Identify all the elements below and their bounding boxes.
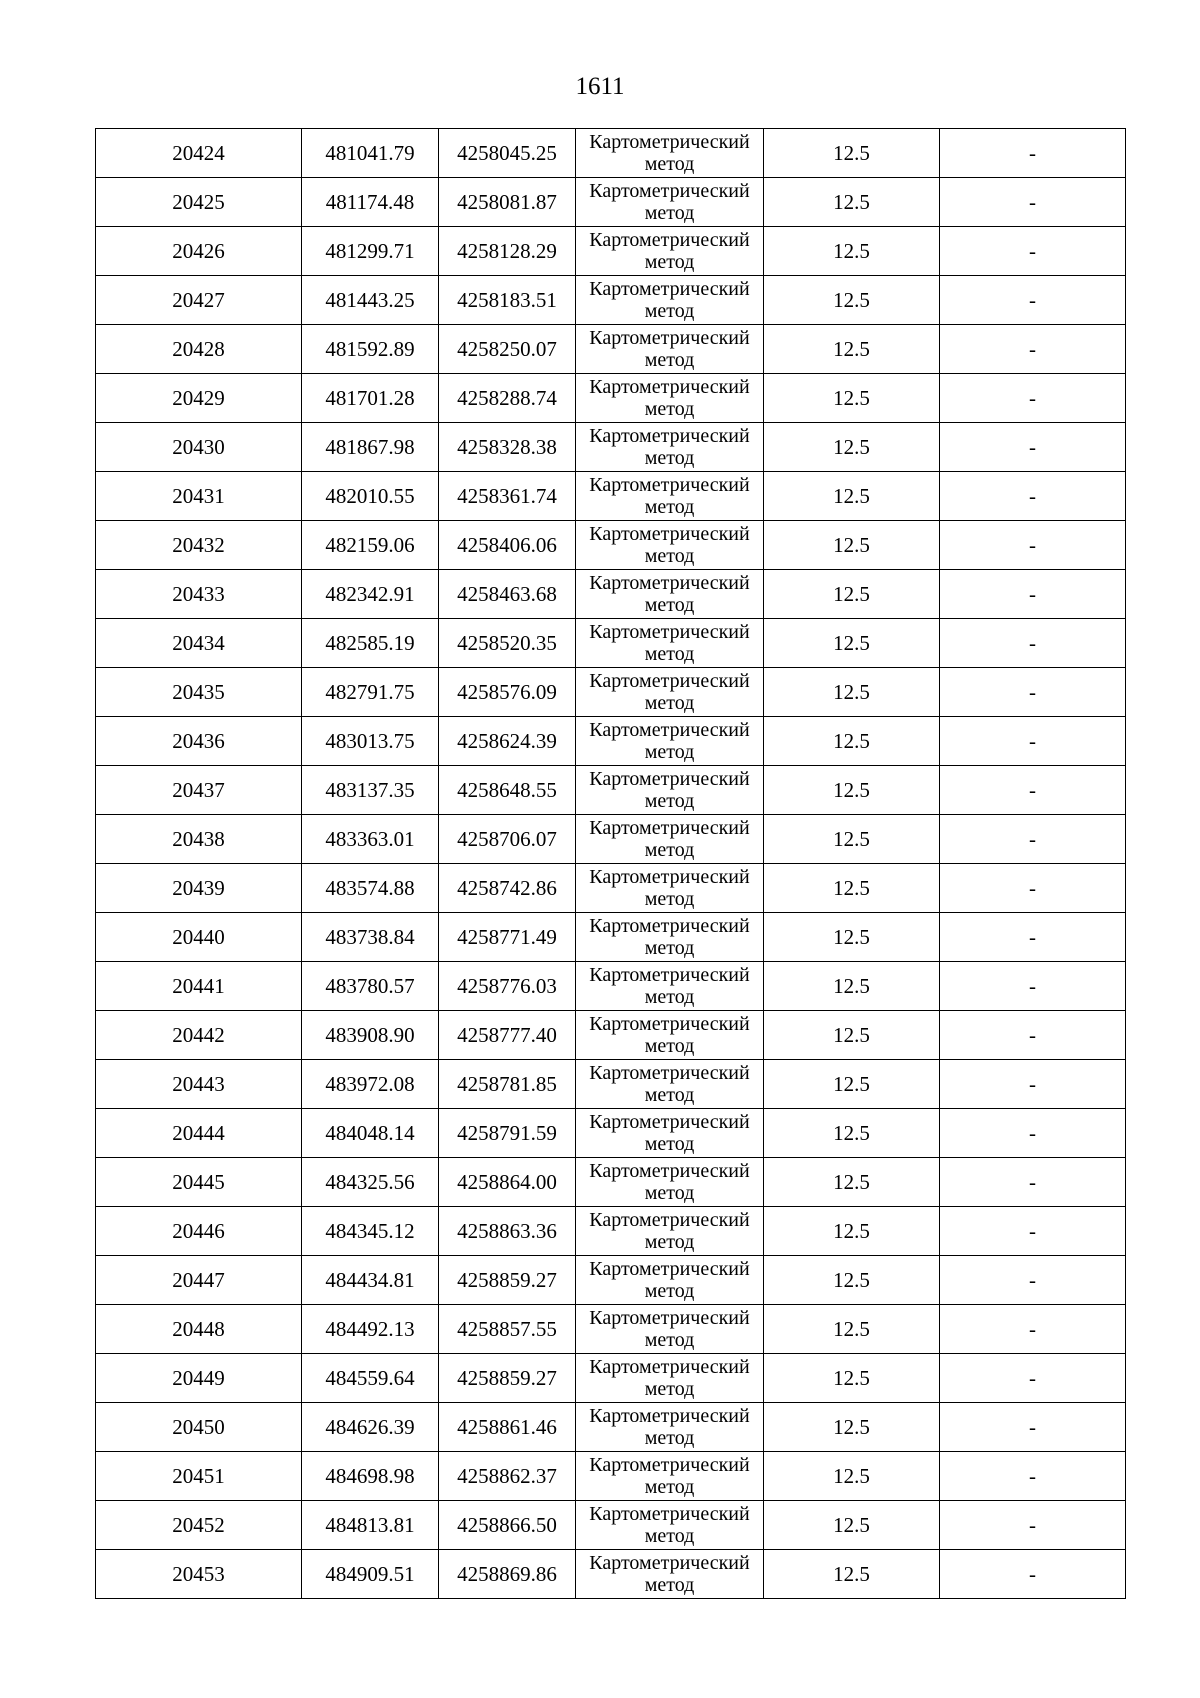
method-cell	[576, 1305, 764, 1354]
table-row	[96, 1256, 1126, 1305]
note-cell: -	[940, 423, 1126, 472]
table-row	[96, 325, 1126, 374]
table-row	[96, 1109, 1126, 1158]
table-row	[96, 1060, 1126, 1109]
accuracy-cell: 12.5	[764, 619, 940, 668]
table-row	[96, 570, 1126, 619]
method-label-line2: метод	[644, 1182, 695, 1204]
accuracy-cell: 12.5	[764, 227, 940, 276]
x-coordinate-cell: 482585.19	[302, 619, 439, 668]
note-cell: -	[940, 1501, 1126, 1550]
y-coordinate-cell: 4258361.74	[439, 472, 576, 521]
accuracy-cell: 12.5	[764, 717, 940, 766]
table-row	[96, 129, 1126, 178]
method-cell	[576, 227, 764, 276]
method-cell	[576, 178, 764, 227]
note-cell: -	[940, 1305, 1126, 1354]
table-row	[96, 1305, 1126, 1354]
note-cell: -	[940, 1109, 1126, 1158]
accuracy-cell: 12.5	[764, 1403, 940, 1452]
method-label-line1: Картометрический	[589, 376, 750, 398]
note-cell: -	[940, 1452, 1126, 1501]
x-coordinate-cell: 484325.56	[302, 1158, 439, 1207]
table-row	[96, 717, 1126, 766]
method-label-line1: Картометрический	[589, 1013, 750, 1035]
note-cell: -	[940, 913, 1126, 962]
y-coordinate-cell: 4258183.51	[439, 276, 576, 325]
accuracy-cell: 12.5	[764, 325, 940, 374]
method-label-line1: Картометрический	[589, 1307, 750, 1329]
method-label-line2: метод	[644, 1329, 695, 1351]
accuracy-cell: 12.5	[764, 423, 940, 472]
accuracy-cell: 12.5	[764, 178, 940, 227]
y-coordinate-cell: 4258624.39	[439, 717, 576, 766]
method-label-line1: Картометрический	[589, 523, 750, 545]
method-cell	[576, 619, 764, 668]
method-label-line1: Картометрический	[589, 1405, 750, 1427]
method-label-line2: метод	[644, 839, 695, 861]
x-coordinate-cell: 481867.98	[302, 423, 439, 472]
point-number-cell: 20453	[96, 1550, 302, 1599]
y-coordinate-cell: 4258869.86	[439, 1550, 576, 1599]
y-coordinate-cell: 4258776.03	[439, 962, 576, 1011]
method-label-line2: метод	[644, 1133, 695, 1155]
y-coordinate-cell: 4258576.09	[439, 668, 576, 717]
note-cell: -	[940, 129, 1126, 178]
method-cell	[576, 962, 764, 1011]
method-label-line1: Картометрический	[589, 915, 750, 937]
x-coordinate-cell: 481299.71	[302, 227, 439, 276]
table-row	[96, 1501, 1126, 1550]
table-row	[96, 1403, 1126, 1452]
x-coordinate-cell: 483013.75	[302, 717, 439, 766]
y-coordinate-cell: 4258862.37	[439, 1452, 576, 1501]
accuracy-cell: 12.5	[764, 129, 940, 178]
y-coordinate-cell: 4258861.46	[439, 1403, 576, 1452]
method-cell	[576, 1256, 764, 1305]
table-row	[96, 1550, 1126, 1599]
y-coordinate-cell: 4258706.07	[439, 815, 576, 864]
accuracy-cell: 12.5	[764, 1158, 940, 1207]
point-number-cell: 20428	[96, 325, 302, 374]
table-row	[96, 619, 1126, 668]
table-row	[96, 913, 1126, 962]
point-number-cell: 20429	[96, 374, 302, 423]
point-number-cell: 20448	[96, 1305, 302, 1354]
method-cell	[576, 1452, 764, 1501]
page-number: 1611	[575, 73, 625, 100]
note-cell: -	[940, 864, 1126, 913]
note-cell: -	[940, 227, 1126, 276]
y-coordinate-cell: 4258866.50	[439, 1501, 576, 1550]
method-label-line2: метод	[644, 251, 695, 273]
point-number-cell: 20425	[96, 178, 302, 227]
x-coordinate-cell: 481041.79	[302, 129, 439, 178]
point-number-cell: 20445	[96, 1158, 302, 1207]
method-label-line1: Картометрический	[589, 327, 750, 349]
accuracy-cell: 12.5	[764, 1109, 940, 1158]
x-coordinate-cell: 483738.84	[302, 913, 439, 962]
method-cell	[576, 129, 764, 178]
x-coordinate-cell: 483972.08	[302, 1060, 439, 1109]
accuracy-cell: 12.5	[764, 668, 940, 717]
accuracy-cell: 12.5	[764, 570, 940, 619]
method-cell	[576, 1011, 764, 1060]
method-label-line2: метод	[644, 1035, 695, 1057]
method-label-line1: Картометрический	[589, 1160, 750, 1182]
y-coordinate-cell: 4258520.35	[439, 619, 576, 668]
x-coordinate-cell: 484559.64	[302, 1354, 439, 1403]
x-coordinate-cell: 481701.28	[302, 374, 439, 423]
y-coordinate-cell: 4258863.36	[439, 1207, 576, 1256]
x-coordinate-cell: 481592.89	[302, 325, 439, 374]
point-number-cell: 20426	[96, 227, 302, 276]
accuracy-cell: 12.5	[764, 521, 940, 570]
note-cell: -	[940, 717, 1126, 766]
point-number-cell: 20430	[96, 423, 302, 472]
note-cell: -	[940, 1550, 1126, 1599]
point-number-cell: 20438	[96, 815, 302, 864]
x-coordinate-cell: 482342.91	[302, 570, 439, 619]
method-label-line1: Картометрический	[589, 425, 750, 447]
point-number-cell: 20432	[96, 521, 302, 570]
method-cell	[576, 1109, 764, 1158]
y-coordinate-cell: 4258648.55	[439, 766, 576, 815]
point-number-cell: 20433	[96, 570, 302, 619]
point-number-cell: 20450	[96, 1403, 302, 1452]
method-cell	[576, 1158, 764, 1207]
method-cell	[576, 913, 764, 962]
table-row	[96, 864, 1126, 913]
accuracy-cell: 12.5	[764, 1550, 940, 1599]
method-cell	[576, 717, 764, 766]
y-coordinate-cell: 4258777.40	[439, 1011, 576, 1060]
accuracy-cell: 12.5	[764, 374, 940, 423]
point-number-cell: 20444	[96, 1109, 302, 1158]
x-coordinate-cell: 483780.57	[302, 962, 439, 1011]
point-number-cell: 20434	[96, 619, 302, 668]
table-row	[96, 1158, 1126, 1207]
method-label-line2: метод	[644, 692, 695, 714]
method-cell	[576, 1354, 764, 1403]
method-label-line1: Картометрический	[589, 1258, 750, 1280]
y-coordinate-cell: 4258859.27	[439, 1256, 576, 1305]
point-number-cell: 20437	[96, 766, 302, 815]
method-cell	[576, 864, 764, 913]
method-cell	[576, 668, 764, 717]
y-coordinate-cell: 4258771.49	[439, 913, 576, 962]
table-row	[96, 1354, 1126, 1403]
x-coordinate-cell: 481443.25	[302, 276, 439, 325]
table-row	[96, 1452, 1126, 1501]
note-cell: -	[940, 1158, 1126, 1207]
x-coordinate-cell: 484698.98	[302, 1452, 439, 1501]
method-label-line1: Картометрический	[589, 1111, 750, 1133]
coordinates-table	[95, 128, 1126, 1599]
method-cell	[576, 766, 764, 815]
point-number-cell: 20435	[96, 668, 302, 717]
method-label-line1: Картометрический	[589, 768, 750, 790]
method-cell	[576, 1550, 764, 1599]
x-coordinate-cell: 483137.35	[302, 766, 439, 815]
y-coordinate-cell: 4258250.07	[439, 325, 576, 374]
point-number-cell: 20442	[96, 1011, 302, 1060]
table-row	[96, 472, 1126, 521]
point-number-cell: 20451	[96, 1452, 302, 1501]
accuracy-cell: 12.5	[764, 1501, 940, 1550]
method-label-line1: Картометрический	[589, 278, 750, 300]
table-row	[96, 1011, 1126, 1060]
x-coordinate-cell: 484813.81	[302, 1501, 439, 1550]
y-coordinate-cell: 4258328.38	[439, 423, 576, 472]
y-coordinate-cell: 4258859.27	[439, 1354, 576, 1403]
table-body	[96, 129, 1126, 1599]
point-number-cell: 20431	[96, 472, 302, 521]
table-row	[96, 374, 1126, 423]
method-label-line2: метод	[644, 643, 695, 665]
point-number-cell: 20439	[96, 864, 302, 913]
y-coordinate-cell: 4258857.55	[439, 1305, 576, 1354]
note-cell: -	[940, 178, 1126, 227]
note-cell: -	[940, 325, 1126, 374]
x-coordinate-cell: 484434.81	[302, 1256, 439, 1305]
point-number-cell: 20441	[96, 962, 302, 1011]
method-label-line1: Картометрический	[589, 1552, 750, 1574]
point-number-cell: 20427	[96, 276, 302, 325]
point-number-cell: 20443	[96, 1060, 302, 1109]
accuracy-cell: 12.5	[764, 472, 940, 521]
table-row	[96, 766, 1126, 815]
accuracy-cell: 12.5	[764, 1305, 940, 1354]
method-cell	[576, 472, 764, 521]
table-row	[96, 815, 1126, 864]
table-row	[96, 227, 1126, 276]
method-cell	[576, 570, 764, 619]
note-cell: -	[940, 1354, 1126, 1403]
method-cell	[576, 325, 764, 374]
note-cell: -	[940, 276, 1126, 325]
method-label-line2: метод	[644, 202, 695, 224]
note-cell: -	[940, 766, 1126, 815]
method-label-line1: Картометрический	[589, 817, 750, 839]
note-cell: -	[940, 962, 1126, 1011]
y-coordinate-cell: 4258288.74	[439, 374, 576, 423]
x-coordinate-cell: 484626.39	[302, 1403, 439, 1452]
method-label-line1: Картометрический	[589, 1356, 750, 1378]
x-coordinate-cell: 482791.75	[302, 668, 439, 717]
accuracy-cell: 12.5	[764, 913, 940, 962]
point-number-cell: 20449	[96, 1354, 302, 1403]
y-coordinate-cell: 4258791.59	[439, 1109, 576, 1158]
table-row	[96, 423, 1126, 472]
method-cell	[576, 521, 764, 570]
note-cell: -	[940, 570, 1126, 619]
x-coordinate-cell: 482159.06	[302, 521, 439, 570]
method-label-line1: Картометрический	[589, 866, 750, 888]
method-label-line2: метод	[644, 1084, 695, 1106]
x-coordinate-cell: 483363.01	[302, 815, 439, 864]
method-cell	[576, 1060, 764, 1109]
y-coordinate-cell: 4258081.87	[439, 178, 576, 227]
note-cell: -	[940, 1207, 1126, 1256]
method-label-line2: метод	[644, 741, 695, 763]
method-label-line1: Картометрический	[589, 1454, 750, 1476]
method-cell	[576, 276, 764, 325]
note-cell: -	[940, 1403, 1126, 1452]
method-cell	[576, 1501, 764, 1550]
method-label-line2: метод	[644, 1574, 695, 1596]
point-number-cell: 20436	[96, 717, 302, 766]
x-coordinate-cell: 484492.13	[302, 1305, 439, 1354]
point-number-cell: 20446	[96, 1207, 302, 1256]
method-label-line1: Картометрический	[589, 719, 750, 741]
method-label-line2: метод	[644, 349, 695, 371]
method-label-line1: Картометрический	[589, 180, 750, 202]
method-label-line2: метод	[644, 937, 695, 959]
note-cell: -	[940, 1011, 1126, 1060]
table-row	[96, 1207, 1126, 1256]
method-label-line2: метод	[644, 545, 695, 567]
note-cell: -	[940, 1060, 1126, 1109]
method-cell	[576, 815, 764, 864]
note-cell: -	[940, 374, 1126, 423]
y-coordinate-cell: 4258045.25	[439, 129, 576, 178]
method-label-line2: метод	[644, 1525, 695, 1547]
table-row	[96, 962, 1126, 1011]
method-label-line1: Картометрический	[589, 1062, 750, 1084]
accuracy-cell: 12.5	[764, 1452, 940, 1501]
method-cell	[576, 1207, 764, 1256]
accuracy-cell: 12.5	[764, 1354, 940, 1403]
table-row	[96, 276, 1126, 325]
accuracy-cell: 12.5	[764, 1207, 940, 1256]
method-label-line2: метод	[644, 888, 695, 910]
method-label-line2: метод	[644, 1280, 695, 1302]
accuracy-cell: 12.5	[764, 766, 940, 815]
accuracy-cell: 12.5	[764, 1060, 940, 1109]
method-label-line1: Картометрический	[589, 621, 750, 643]
table-row	[96, 521, 1126, 570]
accuracy-cell: 12.5	[764, 864, 940, 913]
accuracy-cell: 12.5	[764, 962, 940, 1011]
note-cell: -	[940, 472, 1126, 521]
method-label-line1: Картометрический	[589, 229, 750, 251]
x-coordinate-cell: 484909.51	[302, 1550, 439, 1599]
y-coordinate-cell: 4258463.68	[439, 570, 576, 619]
point-number-cell: 20440	[96, 913, 302, 962]
accuracy-cell: 12.5	[764, 276, 940, 325]
method-label-line2: метод	[644, 1378, 695, 1400]
method-label-line1: Картометрический	[589, 964, 750, 986]
x-coordinate-cell: 483574.88	[302, 864, 439, 913]
method-label-line2: метод	[644, 594, 695, 616]
y-coordinate-cell: 4258128.29	[439, 227, 576, 276]
x-coordinate-cell: 484048.14	[302, 1109, 439, 1158]
y-coordinate-cell: 4258864.00	[439, 1158, 576, 1207]
method-label-line1: Картометрический	[589, 474, 750, 496]
method-label-line1: Картометрический	[589, 1209, 750, 1231]
point-number-cell: 20424	[96, 129, 302, 178]
method-label-line1: Картометрический	[589, 572, 750, 594]
method-label-line1: Картометрический	[589, 131, 750, 153]
y-coordinate-cell: 4258406.06	[439, 521, 576, 570]
table-row	[96, 178, 1126, 227]
point-number-cell: 20452	[96, 1501, 302, 1550]
accuracy-cell: 12.5	[764, 1011, 940, 1060]
note-cell: -	[940, 1256, 1126, 1305]
note-cell: -	[940, 815, 1126, 864]
method-label-line2: метод	[644, 447, 695, 469]
method-cell	[576, 423, 764, 472]
y-coordinate-cell: 4258742.86	[439, 864, 576, 913]
method-label-line1: Картометрический	[589, 1503, 750, 1525]
method-label-line2: метод	[644, 790, 695, 812]
y-coordinate-cell: 4258781.85	[439, 1060, 576, 1109]
x-coordinate-cell: 483908.90	[302, 1011, 439, 1060]
method-label-line2: метод	[644, 1476, 695, 1498]
method-label-line2: метод	[644, 300, 695, 322]
method-label-line2: метод	[644, 1231, 695, 1253]
x-coordinate-cell: 482010.55	[302, 472, 439, 521]
method-cell	[576, 1403, 764, 1452]
method-label-line1: Картометрический	[589, 670, 750, 692]
note-cell: -	[940, 668, 1126, 717]
method-label-line2: метод	[644, 153, 695, 175]
accuracy-cell: 12.5	[764, 815, 940, 864]
note-cell: -	[940, 619, 1126, 668]
method-label-line2: метод	[644, 398, 695, 420]
table-row	[96, 668, 1126, 717]
method-label-line2: метод	[644, 496, 695, 518]
accuracy-cell: 12.5	[764, 1256, 940, 1305]
method-label-line2: метод	[644, 1427, 695, 1449]
method-label-line2: метод	[644, 986, 695, 1008]
x-coordinate-cell: 484345.12	[302, 1207, 439, 1256]
note-cell: -	[940, 521, 1126, 570]
method-cell	[576, 374, 764, 423]
x-coordinate-cell: 481174.48	[302, 178, 439, 227]
point-number-cell: 20447	[96, 1256, 302, 1305]
